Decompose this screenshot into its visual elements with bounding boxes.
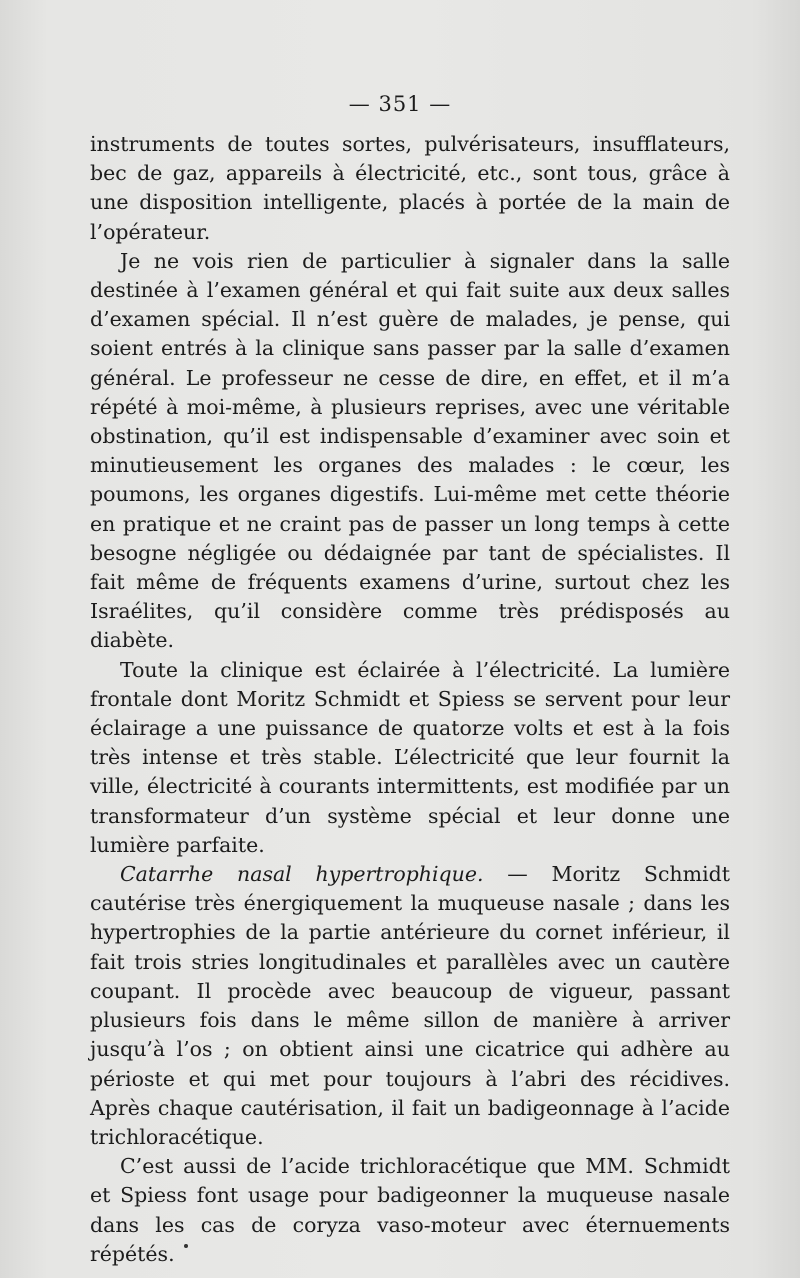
paragraph-coryza: C’est aussi de l’acide trichloracétique que MM. Schmidt et Spiess font usage pour badigeonner la muqueuse nasale dans les cas de coryza vaso-moteur avec éternuements répétés. bbox=[90, 1154, 730, 1266]
page-number: — 351 — bbox=[348, 92, 452, 116]
ink-speck bbox=[184, 1244, 188, 1248]
paragraph-lighting: Toute la clinique est éclairée à l’électricité. La lumière frontale dont Moritz Schmidt et Spiess se servent pour leur éclairage a une puissance de quatorze volts et est à la fois très intense et très stable. L’électricité que leur fournit la ville, électricité à courants intermittents, est modifiée par un transformateur d’un système spécial et leur donne une lumière parfaite. bbox=[90, 657, 730, 857]
section-heading: Catarrhe nasal hypertrophique. bbox=[120, 862, 484, 887]
paragraph-examination: Je ne vois rien de particulier à signaler dans la salle destinée à l’examen général et qui fait suite aux deux salles d’examen spécial. Il n’est guère de malades, je pense, qui soient entrés à la clinique sans passer par la salle d’examen général. Le professeur ne cesse de dire, en effet, et il m’a répété à moi-même, à plusieurs reprises, avec une véritable obstination, qu’il est indispensable d’examiner avec soin et minutieusement les organes des malades : le cœur, les poumons, les organes digestifs. Lui-même met cette théorie en pratique et ne craint pas de passer un long temps à cette besogne négligée ou dédaignée par tant de spécialistes. Il fait même de fréquents examens d’urine, surtout chez les Israélites, qu’il considère comme très prédisposés au diabète. bbox=[90, 248, 730, 653]
body-text bbox=[90, 130, 730, 1269]
paragraph-catarrh bbox=[90, 860, 730, 1152]
paragraph-continuation: instruments de toutes sortes, pulvérisateurs, insufflateurs, bec de gaz, appareils à électricité, etc., sont tous, grâce à une disposition intelligente, placés à portée de la main de l’opérateur. bbox=[90, 132, 730, 244]
section-text: — Moritz Schmidt cautérise très énergiquement la muqueuse nasale ; dans les hypertrophies de la partie antérieure du cornet inférieur, il fait trois stries longitudinales et parallèles avec un cautère coupant. Il procède avec beaucoup de vigueur, passant plusieurs fois dans le même sillon de manière à arriver jusqu’à l’os ; on obtient ainsi une cicatrice qui adhère au périoste et qui met pour toujours à l’abri des récidives. Après chaque cautérisation, il fait un badigeonnage à l’acide trichloracétique. bbox=[90, 862, 730, 1149]
